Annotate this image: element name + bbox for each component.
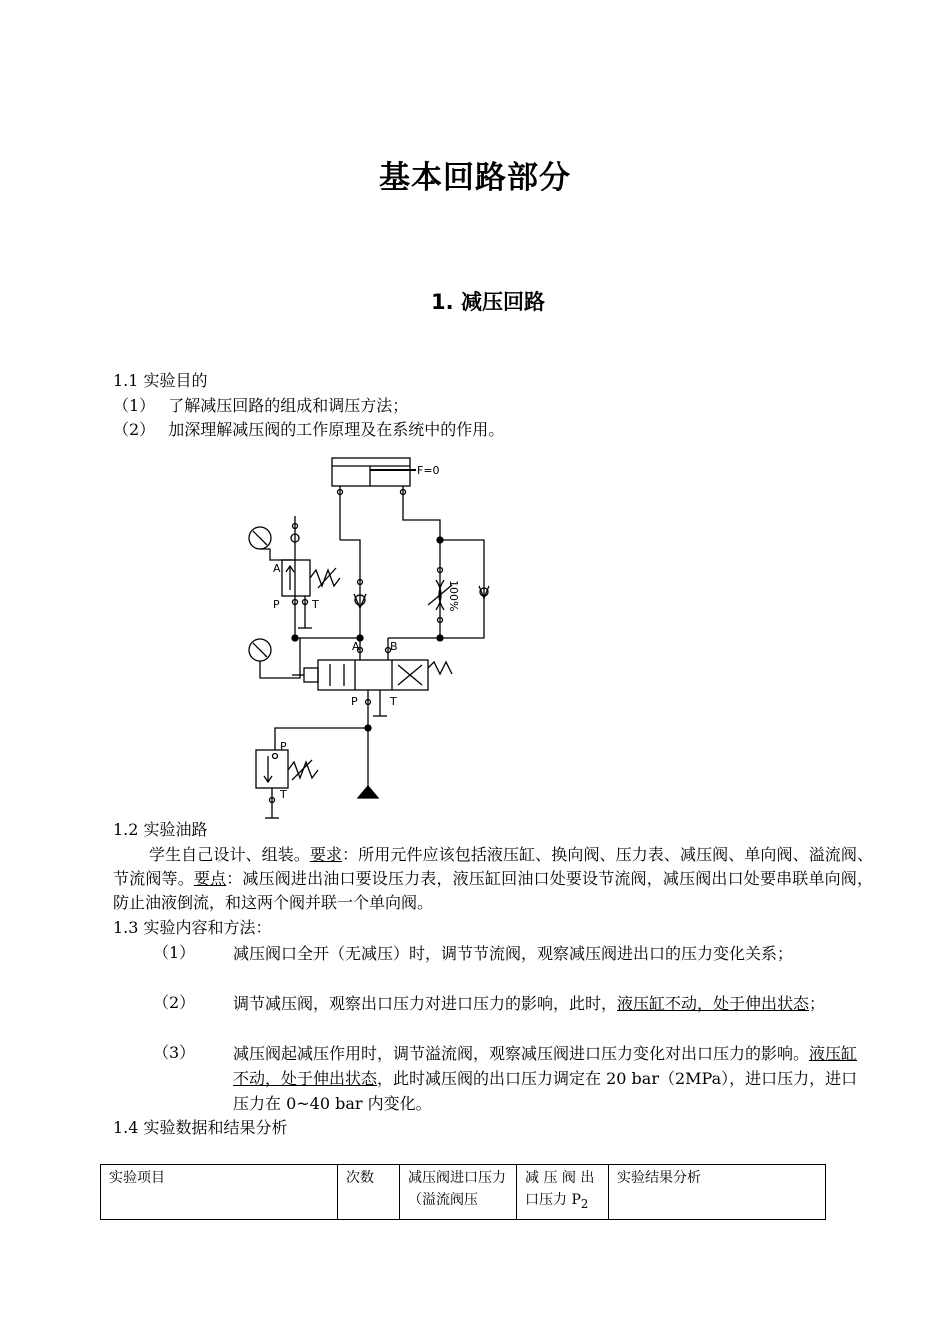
table-header-cell: 次数 bbox=[338, 1165, 400, 1220]
item-number: （3） bbox=[153, 1043, 196, 1062]
item-text: 调节减压阀，观察出口压力对进口压力的影响，此时， bbox=[233, 994, 618, 1013]
results-table bbox=[100, 1164, 826, 1220]
item-underlined: 液压缸不动，处于伸出状态 bbox=[233, 1044, 858, 1088]
list-item bbox=[113, 394, 408, 418]
reducer-port-p: P bbox=[273, 598, 280, 611]
item-text: ，此时减压阀的出口压力调定在 20 bar（2MPa），进口压力，进口压力在 0~40 bar 内变化。 bbox=[233, 1069, 858, 1113]
item-text: ； bbox=[809, 994, 826, 1013]
item-text: 了解减压回路的组成和调压方法； bbox=[168, 396, 409, 415]
section-title: 1. 减压回路 bbox=[431, 290, 545, 314]
keypoint-underlined: 要点 bbox=[193, 869, 227, 888]
list-item bbox=[233, 1041, 863, 1116]
list-item bbox=[233, 991, 863, 1016]
item-text: 减压阀口全开（无减压）时，调节节流阀，观察减压阀进出口的压力变化关系； bbox=[233, 944, 794, 963]
heading-1-3: 1.3 实验内容和方法： bbox=[113, 918, 272, 937]
item-number: （1） bbox=[113, 396, 156, 415]
heading-1-1: 1.1 实验目的 bbox=[113, 371, 208, 390]
table-header-cell: 减压阀进口压力（溢流阀压 bbox=[400, 1165, 517, 1220]
valve-port-a: A bbox=[352, 640, 360, 653]
heading-1-2: 1.2 实验油路 bbox=[113, 820, 208, 839]
subscript: 2 bbox=[580, 1196, 589, 1211]
table-header-cell bbox=[517, 1165, 609, 1220]
table-header-cell: 实验项目 bbox=[101, 1165, 338, 1220]
header-text: 减 压 阀 出口压力 P bbox=[525, 1170, 595, 1208]
requirement-underlined: 要求 bbox=[309, 845, 343, 864]
relief-port-t: T bbox=[280, 788, 287, 801]
reducer-port-a: A bbox=[273, 562, 281, 575]
para-text: ：减压阀进出油口要设压力表，液压缸回油口处要设节流阀，减压阀出口处要串联单向阀，防止油液倒流，和这两个阀并联一个单向阀。 bbox=[113, 869, 873, 912]
page-title: 基本回路部分 bbox=[379, 160, 571, 196]
item-number: （2） bbox=[113, 420, 156, 439]
valve-port-b: B bbox=[390, 640, 398, 653]
item-number: （2） bbox=[153, 993, 196, 1012]
cylinder-force-label: F=0 bbox=[417, 464, 440, 477]
list-item bbox=[113, 418, 504, 442]
relief-port-p: P bbox=[280, 740, 287, 753]
para-text: 学生自己设计、组装。 bbox=[149, 845, 310, 864]
throttle-label: 100% bbox=[447, 580, 460, 612]
heading-1-4: 1.4 实验数据和结果分析 bbox=[113, 1118, 288, 1137]
valve-port-t: T bbox=[390, 695, 397, 708]
item-underlined: 液压缸不动，处于伸出状态 bbox=[617, 994, 810, 1013]
table-header-cell: 实验结果分析 bbox=[609, 1165, 826, 1220]
reducer-port-t: T bbox=[312, 598, 319, 611]
item-text: 减压阀起减压作用时，调节溢流阀，观察减压阀进口压力变化对出口压力的影响。 bbox=[233, 1044, 810, 1063]
item-text: 加深理解减压阀的工作原理及在系统中的作用。 bbox=[168, 420, 505, 439]
pump-symbol bbox=[358, 786, 378, 798]
hydraulic-circuit-diagram bbox=[240, 450, 510, 830]
para-text: ：所用元件应该包括液压缸、换向阀、压力表、减压阀、单向阀、溢流阀、节流阀等。 bbox=[113, 845, 873, 888]
experiment-circuit-paragraph bbox=[113, 843, 873, 915]
valve-port-p: P bbox=[351, 695, 358, 708]
table-row bbox=[101, 1165, 826, 1220]
directional-valve bbox=[318, 660, 428, 690]
cylinder-body bbox=[332, 458, 410, 486]
item-number: （1） bbox=[153, 943, 196, 962]
list-item bbox=[233, 941, 863, 966]
reducing-valve bbox=[282, 560, 310, 596]
